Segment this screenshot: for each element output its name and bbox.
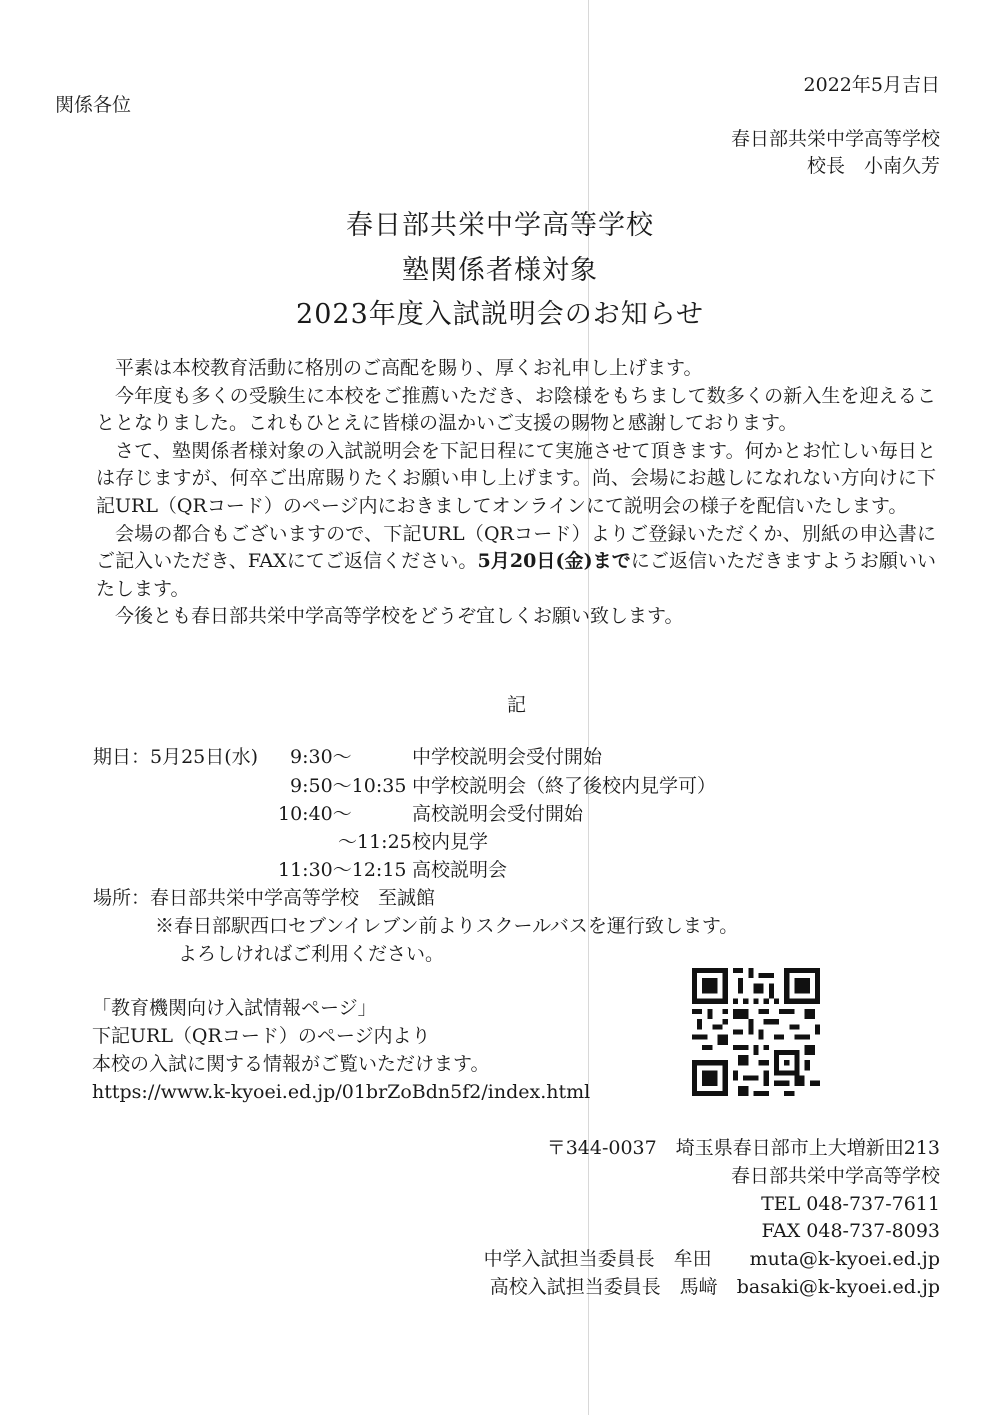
addressee: 関係各位 [55,94,132,116]
schedule-event-5: 高校説明会 [412,859,508,881]
schedule-date: 期日：5月25日(水) [93,746,259,768]
registration-text: 会場の都合もございますので、下記URL（QRコード）よりご登録いただくか、別紙の申込書にご記入いただき、FAXにてご返信ください。 [96,522,936,573]
schedule-time-3: 10:40～ [278,803,352,825]
schedule-event-1: 中学校説明会受付開始 [412,746,603,768]
info-page-name: 「教育機関向け入試情報ページ」 [92,997,377,1019]
schedule-time-4: ～11:25 [338,831,412,853]
footer-fax: FAX 048-737-8093 [761,1220,940,1242]
title-line-3: 2023年度入試説明会のお知らせ [296,299,704,330]
venue: 場所：春日部共栄中学高等学校 至誠館 [93,887,436,909]
schedule-time-1: 9:30～ [290,746,352,768]
paragraph-thanks: 今年度も多くの受験生に本校をご推薦いただき、お陰様をもちまして数多くの新入生を迎えることとなりました。これもひとえに皆様の温かいご支援の賜物と感謝しております。 [96,384,936,435]
schedule-time-5: 11:30～12:15 [278,859,407,881]
footer-tel: TEL 048-737-7611 [761,1193,940,1215]
qr-code[interactable] [692,968,820,1096]
paragraph-registration [96,521,936,604]
footer-school: 春日部共栄中学高等学校 [730,1165,940,1187]
info-line-3: 本校の入試に関する情報がご覧いただけます。 [92,1053,490,1075]
paragraph-closing: 今後とも春日部共栄中学高等学校をどうぞ宜しくお願い致します。 [115,605,684,628]
sender-principal: 校長 小南久芳 [806,155,940,177]
body-text [96,355,936,631]
paragraph-announcement: さて、塾関係者様対象の入試説明会を下記日程にて実施させて頂きます。何かとお忙しい毎日とは存じますが、何卒ご出席賜りたくお願い申し上げます。尚、会場にお越しになれない方向けに下記URL（QRコード）のページ内におきましてオンラインにて説明会の様子を配信いたします。 [96,439,936,517]
footer-address: 〒344-0037 埼玉県春日部市上大増新田213 [546,1137,940,1159]
contact-high-school: 高校入試担当委員長 馬﨑 basaki@k-kyoei.ed.jp [489,1276,940,1298]
schedule-time-2: 9:50～10:35 [290,775,407,797]
ki-heading: 記 [507,694,527,716]
qr-code-image [692,968,820,1096]
paragraph-greeting: 平素は本校教育活動に格別のご高配を賜り、厚くお礼申し上げます。 [115,357,703,379]
schedule-event-4: 校内見学 [412,831,489,853]
title-line-2: 塾関係者様対象 [402,255,598,286]
schedule-event-2: 中学校説明会（終了後校内見学可） [412,775,717,797]
registration-text-end: にご返信いただきますようお願いいたします。 [96,550,936,600]
title-line-1: 春日部共栄中学高等学校 [346,210,654,241]
bus-note-2: よろしければご利用ください。 [178,943,445,965]
info-line-2: 下記URL（QRコード）のページ内より [92,1025,431,1047]
sender-school: 春日部共栄中学高等学校 [730,128,940,150]
info-url[interactable]: https://www.k-kyoei.ed.jp/01brZoBdn5f2/index.html [92,1081,591,1103]
bus-note: ※春日部駅西口セブンイレブン前よりスクールバスを運行致します。 [155,915,739,937]
contact-junior-high: 中学入試担当委員長 牟田 muta@k-kyoei.ed.jp [483,1248,940,1270]
schedule-event-3: 高校説明会受付開始 [412,803,584,825]
deadline: 5月20日(金)まで [477,550,631,573]
issue-date: 2022年5月吉日 [803,74,940,96]
